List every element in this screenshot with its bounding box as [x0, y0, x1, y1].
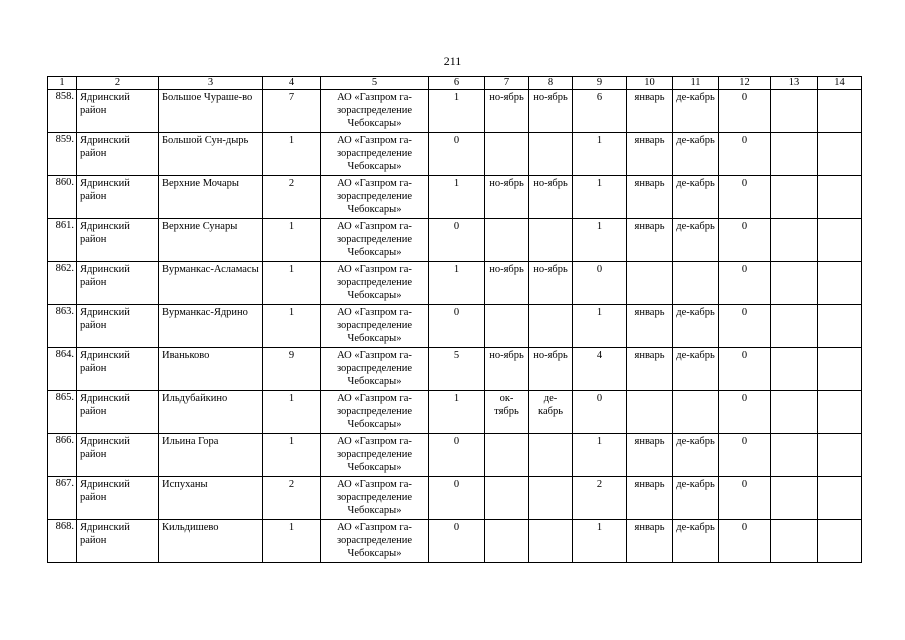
row-number: 860. — [48, 176, 77, 219]
month-cell: январь — [627, 219, 673, 262]
month-cell: но-ябрь — [529, 176, 573, 219]
count-cell: 1 — [429, 90, 485, 133]
count-cell: 1 — [263, 520, 321, 563]
empty-cell — [771, 477, 818, 520]
month-cell — [485, 305, 529, 348]
month-cell — [529, 305, 573, 348]
district-cell: Ядринский район — [77, 176, 159, 219]
month-cell: январь — [627, 133, 673, 176]
month-cell: ок-тябрь — [485, 391, 529, 434]
month-cell: де-кабрь — [673, 219, 719, 262]
row-number: 864. — [48, 348, 77, 391]
count-cell: 1 — [263, 305, 321, 348]
column-header: 11 — [673, 77, 719, 90]
count-cell: 1 — [263, 434, 321, 477]
count-cell: 1 — [573, 434, 627, 477]
month-cell — [485, 219, 529, 262]
column-header: 10 — [627, 77, 673, 90]
count-cell: 0 — [719, 262, 771, 305]
count-cell: 0 — [719, 520, 771, 563]
count-cell: 5 — [429, 348, 485, 391]
count-cell: 0 — [429, 477, 485, 520]
count-cell: 1 — [573, 133, 627, 176]
month-cell: де-кабрь — [529, 391, 573, 434]
empty-cell — [771, 305, 818, 348]
month-cell — [529, 477, 573, 520]
count-cell: 0 — [719, 176, 771, 219]
empty-cell — [818, 477, 862, 520]
column-header: 2 — [77, 77, 159, 90]
table-row — [48, 348, 862, 391]
organization-cell: АО «Газпром га-зораспределение Чебоксары» — [321, 133, 429, 176]
organization-cell: АО «Газпром га-зораспределение Чебоксары» — [321, 176, 429, 219]
empty-cell — [771, 262, 818, 305]
month-cell: январь — [627, 434, 673, 477]
table-row — [48, 133, 862, 176]
count-cell: 1 — [429, 262, 485, 305]
settlement-cell: Верхние Сунары — [159, 219, 263, 262]
row-number: 865. — [48, 391, 77, 434]
table-row — [48, 219, 862, 262]
month-cell: де-кабрь — [673, 176, 719, 219]
count-cell: 1 — [573, 219, 627, 262]
district-cell: Ядринский район — [77, 133, 159, 176]
empty-cell — [818, 305, 862, 348]
district-cell: Ядринский район — [77, 219, 159, 262]
month-cell — [485, 133, 529, 176]
empty-cell — [771, 434, 818, 477]
settlement-cell: Верхние Мочары — [159, 176, 263, 219]
row-number: 863. — [48, 305, 77, 348]
empty-cell — [818, 434, 862, 477]
empty-cell — [771, 176, 818, 219]
empty-cell — [818, 520, 862, 563]
empty-cell — [771, 219, 818, 262]
month-cell — [529, 133, 573, 176]
month-cell: де-кабрь — [673, 305, 719, 348]
column-header: 13 — [771, 77, 818, 90]
empty-cell — [771, 133, 818, 176]
settlement-cell: Большой Сун-дырь — [159, 133, 263, 176]
row-number: 868. — [48, 520, 77, 563]
settlement-cell: Кильдишево — [159, 520, 263, 563]
month-cell: январь — [627, 477, 673, 520]
organization-cell: АО «Газпром га-зораспределение Чебоксары» — [321, 219, 429, 262]
count-cell: 0 — [719, 219, 771, 262]
month-cell: но-ябрь — [529, 262, 573, 305]
count-cell: 2 — [573, 477, 627, 520]
empty-cell — [818, 219, 862, 262]
column-header: 6 — [429, 77, 485, 90]
settlement-cell: Вурманкас-Ядрино — [159, 305, 263, 348]
organization-cell: АО «Газпром га-зораспределение Чебоксары» — [321, 477, 429, 520]
organization-cell: АО «Газпром га-зораспределение Чебоксары» — [321, 90, 429, 133]
district-cell: Ядринский район — [77, 305, 159, 348]
count-cell: 0 — [719, 348, 771, 391]
row-number: 861. — [48, 219, 77, 262]
count-cell: 2 — [263, 477, 321, 520]
count-cell: 0 — [719, 305, 771, 348]
district-cell: Ядринский район — [77, 434, 159, 477]
column-header: 1 — [48, 77, 77, 90]
count-cell: 1 — [263, 133, 321, 176]
settlement-cell: Ильдубайкино — [159, 391, 263, 434]
settlement-cell: Испуханы — [159, 477, 263, 520]
month-cell: де-кабрь — [673, 520, 719, 563]
count-cell: 7 — [263, 90, 321, 133]
month-cell — [529, 219, 573, 262]
organization-cell: АО «Газпром га-зораспределение Чебоксары» — [321, 434, 429, 477]
district-cell: Ядринский район — [77, 262, 159, 305]
empty-cell — [818, 133, 862, 176]
empty-cell — [818, 391, 862, 434]
month-cell: но-ябрь — [485, 90, 529, 133]
column-header: 8 — [529, 77, 573, 90]
month-cell: январь — [627, 305, 673, 348]
data-table — [47, 76, 862, 563]
count-cell: 4 — [573, 348, 627, 391]
column-header: 7 — [485, 77, 529, 90]
page-number: 211 — [443, 54, 462, 68]
month-cell: де-кабрь — [673, 133, 719, 176]
table-row — [48, 520, 862, 563]
count-cell: 0 — [719, 434, 771, 477]
column-header: 14 — [818, 77, 862, 90]
count-cell: 0 — [719, 133, 771, 176]
empty-cell — [818, 176, 862, 219]
count-cell: 1 — [573, 176, 627, 219]
month-cell: но-ябрь — [529, 348, 573, 391]
empty-cell — [771, 520, 818, 563]
count-cell: 0 — [429, 219, 485, 262]
month-cell: но-ябрь — [485, 348, 529, 391]
table-row — [48, 391, 862, 434]
organization-cell: АО «Газпром га-зораспределение Чебоксары» — [321, 305, 429, 348]
row-number: 867. — [48, 477, 77, 520]
district-cell: Ядринский район — [77, 391, 159, 434]
empty-cell — [818, 262, 862, 305]
month-cell: де-кабрь — [673, 348, 719, 391]
month-cell — [529, 434, 573, 477]
district-cell: Ядринский район — [77, 90, 159, 133]
count-cell: 1 — [573, 305, 627, 348]
row-number: 866. — [48, 434, 77, 477]
count-cell: 0 — [429, 520, 485, 563]
district-cell: Ядринский район — [77, 348, 159, 391]
column-header: 12 — [719, 77, 771, 90]
row-number: 858. — [48, 90, 77, 133]
month-cell — [529, 520, 573, 563]
row-number: 859. — [48, 133, 77, 176]
month-cell — [627, 391, 673, 434]
empty-cell — [771, 348, 818, 391]
count-cell: 0 — [719, 477, 771, 520]
settlement-cell: Вурманкас-Асламасы — [159, 262, 263, 305]
count-cell: 1 — [429, 391, 485, 434]
organization-cell: АО «Газпром га-зораспределение Чебоксары» — [321, 262, 429, 305]
month-cell: но-ябрь — [485, 262, 529, 305]
empty-cell — [818, 348, 862, 391]
month-cell — [673, 262, 719, 305]
table-row — [48, 262, 862, 305]
column-header: 3 — [159, 77, 263, 90]
district-cell: Ядринский район — [77, 477, 159, 520]
count-cell: 1 — [573, 520, 627, 563]
empty-cell — [771, 90, 818, 133]
month-cell: январь — [627, 176, 673, 219]
month-cell: но-ябрь — [529, 90, 573, 133]
month-cell: январь — [627, 520, 673, 563]
table-row — [48, 90, 862, 133]
month-cell: январь — [627, 348, 673, 391]
month-cell — [485, 520, 529, 563]
table-row — [48, 477, 862, 520]
count-cell: 2 — [263, 176, 321, 219]
month-cell — [627, 262, 673, 305]
table-row — [48, 176, 862, 219]
count-cell: 0 — [429, 133, 485, 176]
organization-cell: АО «Газпром га-зораспределение Чебоксары» — [321, 348, 429, 391]
count-cell: 0 — [719, 90, 771, 133]
month-cell: но-ябрь — [485, 176, 529, 219]
row-number: 862. — [48, 262, 77, 305]
column-header: 9 — [573, 77, 627, 90]
district-cell: Ядринский район — [77, 520, 159, 563]
count-cell: 0 — [573, 262, 627, 305]
count-cell: 9 — [263, 348, 321, 391]
settlement-cell: Большое Чураше-во — [159, 90, 263, 133]
month-cell: де-кабрь — [673, 90, 719, 133]
count-cell: 0 — [429, 305, 485, 348]
month-cell — [485, 477, 529, 520]
empty-cell — [818, 90, 862, 133]
month-cell — [485, 434, 529, 477]
settlement-cell: Ильина Гора — [159, 434, 263, 477]
count-cell: 1 — [429, 176, 485, 219]
header-row — [48, 77, 862, 90]
month-cell: январь — [627, 90, 673, 133]
column-header: 4 — [263, 77, 321, 90]
count-cell: 1 — [263, 219, 321, 262]
column-header: 5 — [321, 77, 429, 90]
count-cell: 1 — [263, 262, 321, 305]
organization-cell: АО «Газпром га-зораспределение Чебоксары» — [321, 391, 429, 434]
month-cell: де-кабрь — [673, 477, 719, 520]
month-cell: де-кабрь — [673, 434, 719, 477]
table-row — [48, 305, 862, 348]
table-row — [48, 434, 862, 477]
settlement-cell: Иваньково — [159, 348, 263, 391]
count-cell: 0 — [429, 434, 485, 477]
month-cell — [673, 391, 719, 434]
count-cell: 6 — [573, 90, 627, 133]
organization-cell: АО «Газпром га-зораспределение Чебоксары» — [321, 520, 429, 563]
empty-cell — [771, 391, 818, 434]
count-cell: 0 — [573, 391, 627, 434]
count-cell: 0 — [719, 391, 771, 434]
count-cell: 1 — [263, 391, 321, 434]
